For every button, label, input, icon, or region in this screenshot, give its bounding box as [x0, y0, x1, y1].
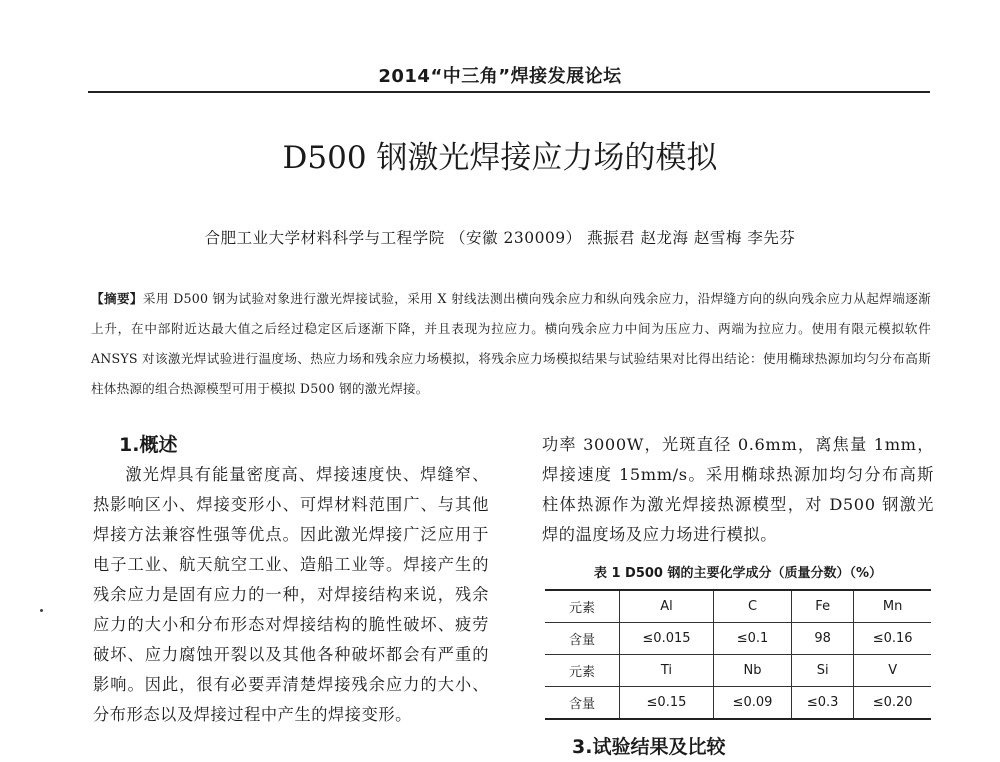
abstract	[91, 284, 931, 404]
section-1-paragraph: 激光焊具有能量密度高、焊接速度快、焊缝窄、热影响区小、焊接变形小、可焊材料范围广、与其他焊接方法兼容性强等优点。因此激光焊接广泛应用于电子工业、航天航空工业、造船工业等。焊接产生的残余应力是固有应力的一种，对焊接结构来说，残余应力的大小和分布形态对焊接结构的脆性破坏、疲劳破坏、应力腐蚀开裂以及其他各种破坏都会有严重的影响。因此，很有必要弄清楚焊接残余应力的大小、分布形态以及焊接过程中产生的焊接变形。	[93, 465, 489, 724]
table-cell: 98	[792, 623, 854, 655]
table-cell: Nb	[713, 655, 791, 687]
table-cell: V	[854, 655, 931, 687]
table-cell: Al	[620, 590, 714, 623]
table-cell: ≤0.15	[620, 687, 714, 720]
table-row-label: 含量	[545, 687, 620, 720]
table-cell: Ti	[620, 655, 714, 687]
table-row	[545, 623, 931, 655]
table-cell: Fe	[792, 590, 854, 623]
table-row-label: 元素	[545, 655, 620, 687]
table-row-label: 含量	[545, 623, 620, 655]
left-column	[93, 430, 489, 730]
table-cell: ≤0.09	[713, 687, 791, 720]
section-1-heading: 1.概述	[119, 434, 178, 456]
right-column-paragraph: 功率 3000W，光斑直径 0.6mm，离焦量 1mm，焊接速度 15mm/s。采用椭球热源加均匀分布高斯柱体热源作为激光焊接热源模型，对 D500 钢激光焊的温度场及应力场进行模拟。	[542, 435, 934, 544]
table-cell: ≤0.1	[713, 623, 791, 655]
table-cell: Si	[792, 655, 854, 687]
table-cell: Mn	[854, 590, 931, 623]
chemical-composition-table	[545, 589, 931, 720]
table-cell: ≤0.015	[620, 623, 714, 655]
running-head: 2014“中三角”焊接发展论坛	[378, 66, 622, 87]
abstract-label: 【摘要】	[91, 291, 143, 306]
section-3-heading: 3.试验结果及比较	[572, 736, 726, 758]
table-cell: ≤0.16	[854, 623, 931, 655]
abstract-text: 采用 D500 钢为试验对象进行激光焊接试验，采用 X 射线法测出横向残余应力和纵向残余应力，沿焊缝方向的纵向残余应力从起焊端逐渐上升，在中部附近达最大值之后经过稳定区后逐渐下降，并且表现为拉应力。横向残余应力中间为压应力、两端为拉应力。使用有限元模拟软件 ANSYS 对该激光焊试验进行温度场、热应力场和残余应力场模拟，将残余应力场模拟结果与试验结果对比得出结论：使用椭球热源加均匀分布高斯柱体热源的组合热源模型可用于模拟 D500 钢的激光焊接。	[91, 291, 931, 396]
scan-speck	[40, 609, 43, 612]
table-row	[545, 687, 931, 720]
table-cell: C	[713, 590, 791, 623]
table-1-caption: 表 1 D500 钢的主要化学成分（质量分数）（%）	[593, 566, 883, 581]
table-cell: ≤0.3	[792, 687, 854, 720]
right-column	[542, 430, 934, 550]
table-row	[545, 590, 931, 623]
table-row	[545, 655, 931, 687]
table-row-label: 元素	[545, 590, 620, 623]
header-rule	[88, 91, 930, 93]
table-cell: ≤0.20	[854, 687, 931, 720]
affiliation-authors: 合肥工业大学材料科学与工程学院 （安徽 230009） 燕振君 赵龙海 赵雪梅 李先芬	[204, 229, 796, 247]
paper-title: D500 钢激光焊接应力场的模拟	[282, 140, 718, 176]
